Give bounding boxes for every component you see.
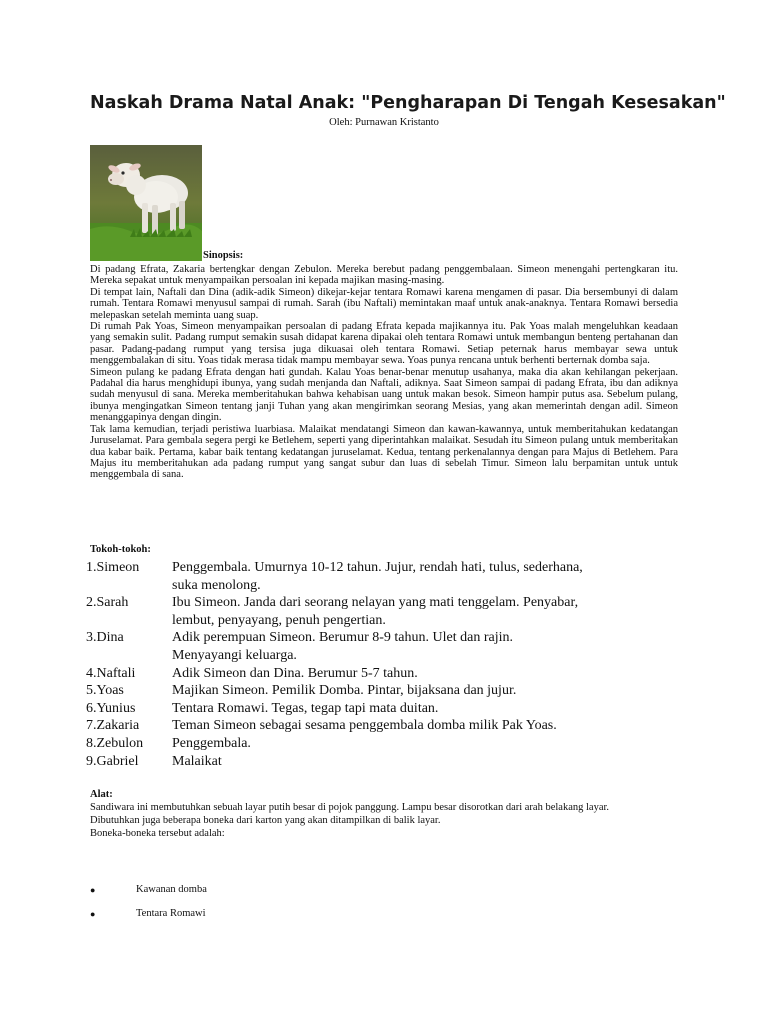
cast-description: Adik Simeon dan Dina. Berumur 5-7 tahun. (172, 665, 418, 681)
boneka-list (90, 884, 490, 932)
sinopsis-paragraph: Tak lama kemudian, terjadi peristiwa luarbiasa. Malaikat mendatangi Simeon dan kawan-kawannya, untuk memberitahukan kedatangan Juruselamat. Para gembala segera pergi ke Betlehem, seperti yang diperintahkan malaikat. Sesudah itu Simeon pulang untuk memberitakan dua kabar baik. Pertama, kabar baik tentang kedatangan juruselamat. Kedua, tentang perkenalannya dengan para Majus di Betlehem. Para Majus itu memberitahukan ada padang rumput yang sangat subur dan luas di sebelah Timur. Simeon lalu berpamitan untuk untuk menggembala di sana. (90, 423, 678, 481)
cast-description-line: suka menolong. (172, 577, 261, 593)
cast-item (86, 700, 646, 718)
cast-description: Teman Simeon sebagai sesama penggembala domba milik Pak Yoas. (172, 718, 557, 734)
cast-item (86, 753, 646, 771)
cast-item (86, 735, 646, 753)
cast-name: 5.Yoas (86, 683, 124, 699)
cast-description: Malaikat (172, 753, 222, 769)
cast-description: Majikan Simeon. Pemilik Domba. Pintar, bijaksana dan jujur. (172, 683, 517, 699)
sinopsis-body (90, 264, 678, 481)
cast-description (172, 629, 646, 664)
lamb-photo (90, 145, 202, 261)
list-item-label: Tentara Romawi (136, 908, 206, 919)
cast-description: Penggembala. (172, 735, 251, 751)
cast-description-line: lembut, penyayang, penuh pengertian. (172, 612, 386, 628)
cast-item (86, 594, 646, 629)
cast-list (86, 559, 646, 770)
sinopsis-paragraph: Di tempat lain, Naftali dan Dina (adik-adik Simeon) dikejar-kejar tentara Romawi karena mengamen di pasar. Dia bersembunyi di dalam rumah. Tentara Romawi menyusul sampai di rumah. Sarah (ibu Naftali) memintakan maaf untuk anak-anaknya. Tentara Romawi bersedia melepaskan setelah meminta uang suap. (90, 286, 678, 321)
alat-line: Sandiwara ini membutuhkan sebuah layar putih besar di pojok panggung. Lampu besar disorotkan dari arah belakang layar. (90, 802, 610, 813)
sinopsis-paragraph: Simeon pulang ke padang Efrata dengan hati gundah. Kalau Yoas benar-benar menutup usahanya, maka dia akan kehilangan pekerjaan. Padahal dia harus menghidupi ibunya, yang sudah menjanda dan Naftali, adiknya. Saat Simeon sampai di padang Efrata, ibu dan adiknya sudah menyusul di sana. Mereka memberitahukan bahwa kehabisan uang untuk makan besok. Simeon hampir putus asa. Sebelum pulang, ibunya mengingatkan Simeon tentang janji Tuhan yang akan mengirimkan seorang Mesias, yang akan memerintah dengan adil. Simeon menanggapinya dengan dingin. (90, 366, 678, 424)
bullet-dot-icon: ● (90, 885, 96, 895)
tokoh-heading: Tokoh-tokoh: (90, 544, 151, 555)
list-item (90, 908, 490, 932)
list-item (90, 884, 490, 908)
document-author: Oleh: Purnawan Kristanto (329, 117, 439, 128)
list-item-label: Kawanan domba (136, 884, 207, 895)
cast-name: 1.Simeon (86, 560, 140, 575)
sinopsis-heading: Sinopsis: (203, 250, 244, 261)
cast-item (86, 665, 646, 683)
cast-description (172, 559, 646, 594)
cast-description-line: Penggembala. Umurnya 10-12 tahun. Jujur, rendah hati, tulus, sederhana, (172, 560, 583, 575)
cast-item (86, 559, 646, 594)
cast-description-line: Ibu Simeon. Janda dari seorang nelayan yang mati tenggelam. Penyabar, (172, 595, 579, 611)
sinopsis-paragraph: Di rumah Pak Yoas, Simeon menyampaikan persoalan di padang Efrata kepada majikannya itu. Pak Yoas malah mengeluhkan keadaan yang semakin sulit. Padang rumput semakin susah didapat karena dipakai oleh tentara Romawi untuk membangun benteng pertahanan dan pasar. Padang-padang rumput yang tersisa juga dikuasai oleh tentara Romawi. Setiap peternak harus membayar sewa untuk menggembalakan di situ. Yoas tidak merasa tidak mampu membayar sewa. Yoas punya rencana untuk berhenti berternak domba saja. (90, 321, 678, 367)
sinopsis-paragraph: Di padang Efrata, Zakaria bertengkar dengan Zebulon. Mereka berebut padang penggembalaan. Simeon menengahi pertengkaran itu. Mereka sepakat untuk menyampaikan persoalan ini kepada majikan masing-masing. (90, 264, 678, 287)
cast-item (86, 682, 646, 700)
cast-name: 4.Naftali (86, 665, 136, 681)
alat-line: Boneka-boneka tersebut adalah: (90, 828, 225, 839)
cast-name: 8.Zebulon (86, 735, 144, 751)
cast-name: 6.Yunius (86, 700, 136, 716)
alat-section (90, 788, 678, 840)
alat-heading: Alat: (90, 789, 113, 800)
cast-name: 2.Sarah (86, 595, 129, 611)
cast-name: 9.Gabriel (86, 753, 139, 769)
cast-name: 7.Zakaria (86, 718, 140, 734)
cast-description-line: Adik perempuan Simeon. Berumur 8-9 tahun. Ulet dan rajin. (172, 630, 513, 646)
cast-description-line: Menyayangi keluarga. (172, 647, 297, 663)
cast-description: Tentara Romawi. Tegas, tegap tapi mata duitan. (172, 700, 439, 716)
document-title: Naskah Drama Natal Anak: "Pengharapan Di Tengah Kesesakan" (90, 93, 726, 113)
alat-line: Dibutuhkan juga beberapa boneka dari karton yang akan ditampilkan di balik layar. (90, 815, 441, 826)
cast-description (172, 594, 646, 629)
cast-item (86, 629, 646, 664)
cast-name: 3.Dina (86, 630, 124, 646)
bullet-dot-icon: ● (90, 909, 96, 919)
cast-item (86, 717, 646, 735)
